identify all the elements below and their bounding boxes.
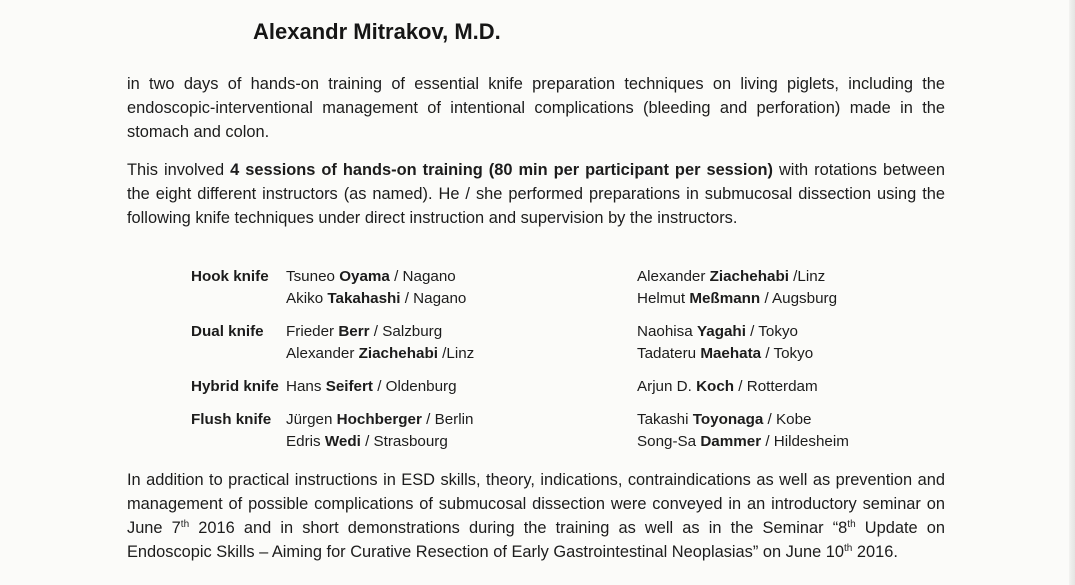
instructor-city: / Berlin	[421, 411, 474, 428]
instructor-cell-right	[637, 321, 897, 365]
instructor-entry	[637, 343, 897, 365]
instructor-city: / Hildesheim	[761, 433, 849, 450]
instructor-entry	[637, 266, 897, 288]
superscript-th: th	[847, 519, 856, 530]
instructor-city: /Linz	[437, 345, 475, 362]
instructor-entry	[286, 409, 637, 431]
paper-edge	[1069, 0, 1075, 585]
seminar-text-1: In addition to practical instructions in ESD skills, theory, indications, contraindications as well as prevention and management of possible complications of submucosal dissection were conveyed in an introductory seminar on June 7	[127, 471, 945, 537]
instructor-cell-left	[286, 266, 637, 310]
sessions-text-after: with rotations between the eight different instructors (as named). He / she performed preparations in submucosal dissection using the following knife techniques under direct instruction and supervision by the instructors.	[127, 161, 945, 227]
instructor-last-name: Dammer	[700, 433, 762, 450]
participant-name: Alexandr Mitrakov, M.D.	[253, 19, 501, 44]
knife-name: Hook knife	[191, 268, 269, 285]
instructor-entry	[286, 376, 637, 398]
instructor-entry	[286, 321, 637, 343]
instructor-city: / Strasbourg	[360, 433, 448, 450]
instructor-first-name: Naohisa	[637, 323, 697, 340]
spacer-cell	[191, 365, 286, 376]
knife-name: Dual knife	[191, 323, 264, 340]
knife-name: Hybrid knife	[191, 378, 279, 395]
instructor-entry	[286, 343, 637, 365]
spacer-cell	[191, 310, 286, 321]
instructor-city: / Augsburg	[760, 290, 838, 307]
instructor-city: / Nagano	[400, 290, 467, 307]
superscript-th: th	[844, 543, 853, 554]
spacer-cell	[286, 398, 637, 409]
instructor-entry	[637, 376, 897, 398]
instructor-cell-right	[637, 376, 897, 398]
superscript-th: th	[180, 519, 190, 530]
instructor-last-name: Koch	[696, 378, 735, 395]
instructor-entry	[637, 431, 897, 453]
instructor-entry	[637, 288, 897, 310]
instructor-city: / Salzburg	[369, 323, 443, 340]
knife-row	[191, 321, 897, 365]
instructor-first-name: Frieder	[286, 323, 339, 340]
knife-row	[191, 376, 897, 398]
instructor-entry	[286, 288, 637, 310]
instructor-last-name: Berr	[338, 323, 370, 340]
spacer-cell	[637, 365, 897, 376]
instructor-first-name: Alexander	[637, 268, 710, 285]
instructor-city: / Kobe	[763, 411, 812, 428]
seminar-paragraph	[127, 468, 945, 564]
instructor-city: /Linz	[788, 268, 826, 285]
seminar-text-3: Update on Endoscopic Skills – Aiming for Curative Resection of Early Gastrointestinal Neoplasias” on June 10	[127, 519, 945, 561]
instructor-first-name: Song-Sa	[637, 433, 701, 450]
spacer-cell	[191, 398, 286, 409]
instructor-entry	[637, 409, 897, 431]
instructor-last-name: Takahashi	[327, 290, 401, 307]
instructor-last-name: Ziachehabi	[709, 268, 789, 285]
sessions-highlight: 4 sessions of hands-on training (80 min per participant per session)	[230, 161, 773, 179]
instructor-first-name: Tadateru	[637, 345, 701, 362]
instructor-first-name: Alexander	[286, 345, 359, 362]
instructor-last-name: Toyonaga	[692, 411, 764, 428]
instructor-last-name: Oyama	[339, 268, 390, 285]
instructor-cell-left	[286, 321, 637, 365]
row-spacer	[191, 398, 897, 409]
instructor-last-name: Seifert	[325, 378, 373, 395]
instructor-city: / Tokyo	[761, 345, 814, 362]
spacer-cell	[286, 310, 637, 321]
instructor-last-name: Hochberger	[336, 411, 422, 428]
row-spacer	[191, 365, 897, 376]
instructor-last-name: Maehata	[700, 345, 762, 362]
instructor-last-name: Meßmann	[689, 290, 761, 307]
instructor-city: / Oldenburg	[372, 378, 457, 395]
knife-row	[191, 409, 897, 453]
training-description-paragraph: in two days of hands-on training of essential knife preparation techniques on living piglets, including the endoscopic-interventional management of intentional complications (bleeding and perforation) made in the stomach and colon.	[127, 75, 945, 141]
instructor-entry	[637, 321, 897, 343]
sessions-paragraph	[127, 158, 945, 230]
spacer-cell	[637, 398, 897, 409]
instructor-cell-left	[286, 376, 637, 398]
instructor-first-name: Edris	[286, 433, 325, 450]
instructor-first-name: Akiko	[286, 290, 328, 307]
knife-name: Flush knife	[191, 411, 272, 428]
row-spacer	[191, 310, 897, 321]
instructor-cell-left	[286, 409, 637, 453]
instructor-first-name: Takashi	[637, 411, 693, 428]
instructor-entry	[286, 431, 637, 453]
instructor-first-name: Arjun D.	[637, 378, 697, 395]
instructor-city: / Rotterdam	[734, 378, 818, 395]
instructor-first-name: Tsuneo	[286, 268, 340, 285]
knife-row	[191, 266, 897, 310]
instructor-cell-right	[637, 266, 897, 310]
instructor-last-name: Wedi	[324, 433, 361, 450]
seminar-text-2: 2016 and in short demonstrations during the training as well as in the Seminar “8	[189, 519, 848, 537]
instructor-city: / Nagano	[389, 268, 456, 285]
spacer-cell	[637, 310, 897, 321]
instructor-cell-right	[637, 409, 897, 453]
instructor-first-name: Jürgen	[286, 411, 337, 428]
instructor-last-name: Yagahi	[696, 323, 746, 340]
sessions-text-before: This involved	[127, 161, 231, 179]
instructor-city: / Tokyo	[745, 323, 798, 340]
instructor-first-name: Hans	[286, 378, 326, 395]
spacer-cell	[286, 365, 637, 376]
knife-instructor-table	[191, 266, 897, 453]
seminar-text-4: 2016.	[852, 543, 898, 561]
instructor-last-name: Ziachehabi	[358, 345, 438, 362]
instructor-first-name: Helmut	[637, 290, 690, 307]
instructor-entry	[286, 266, 637, 288]
